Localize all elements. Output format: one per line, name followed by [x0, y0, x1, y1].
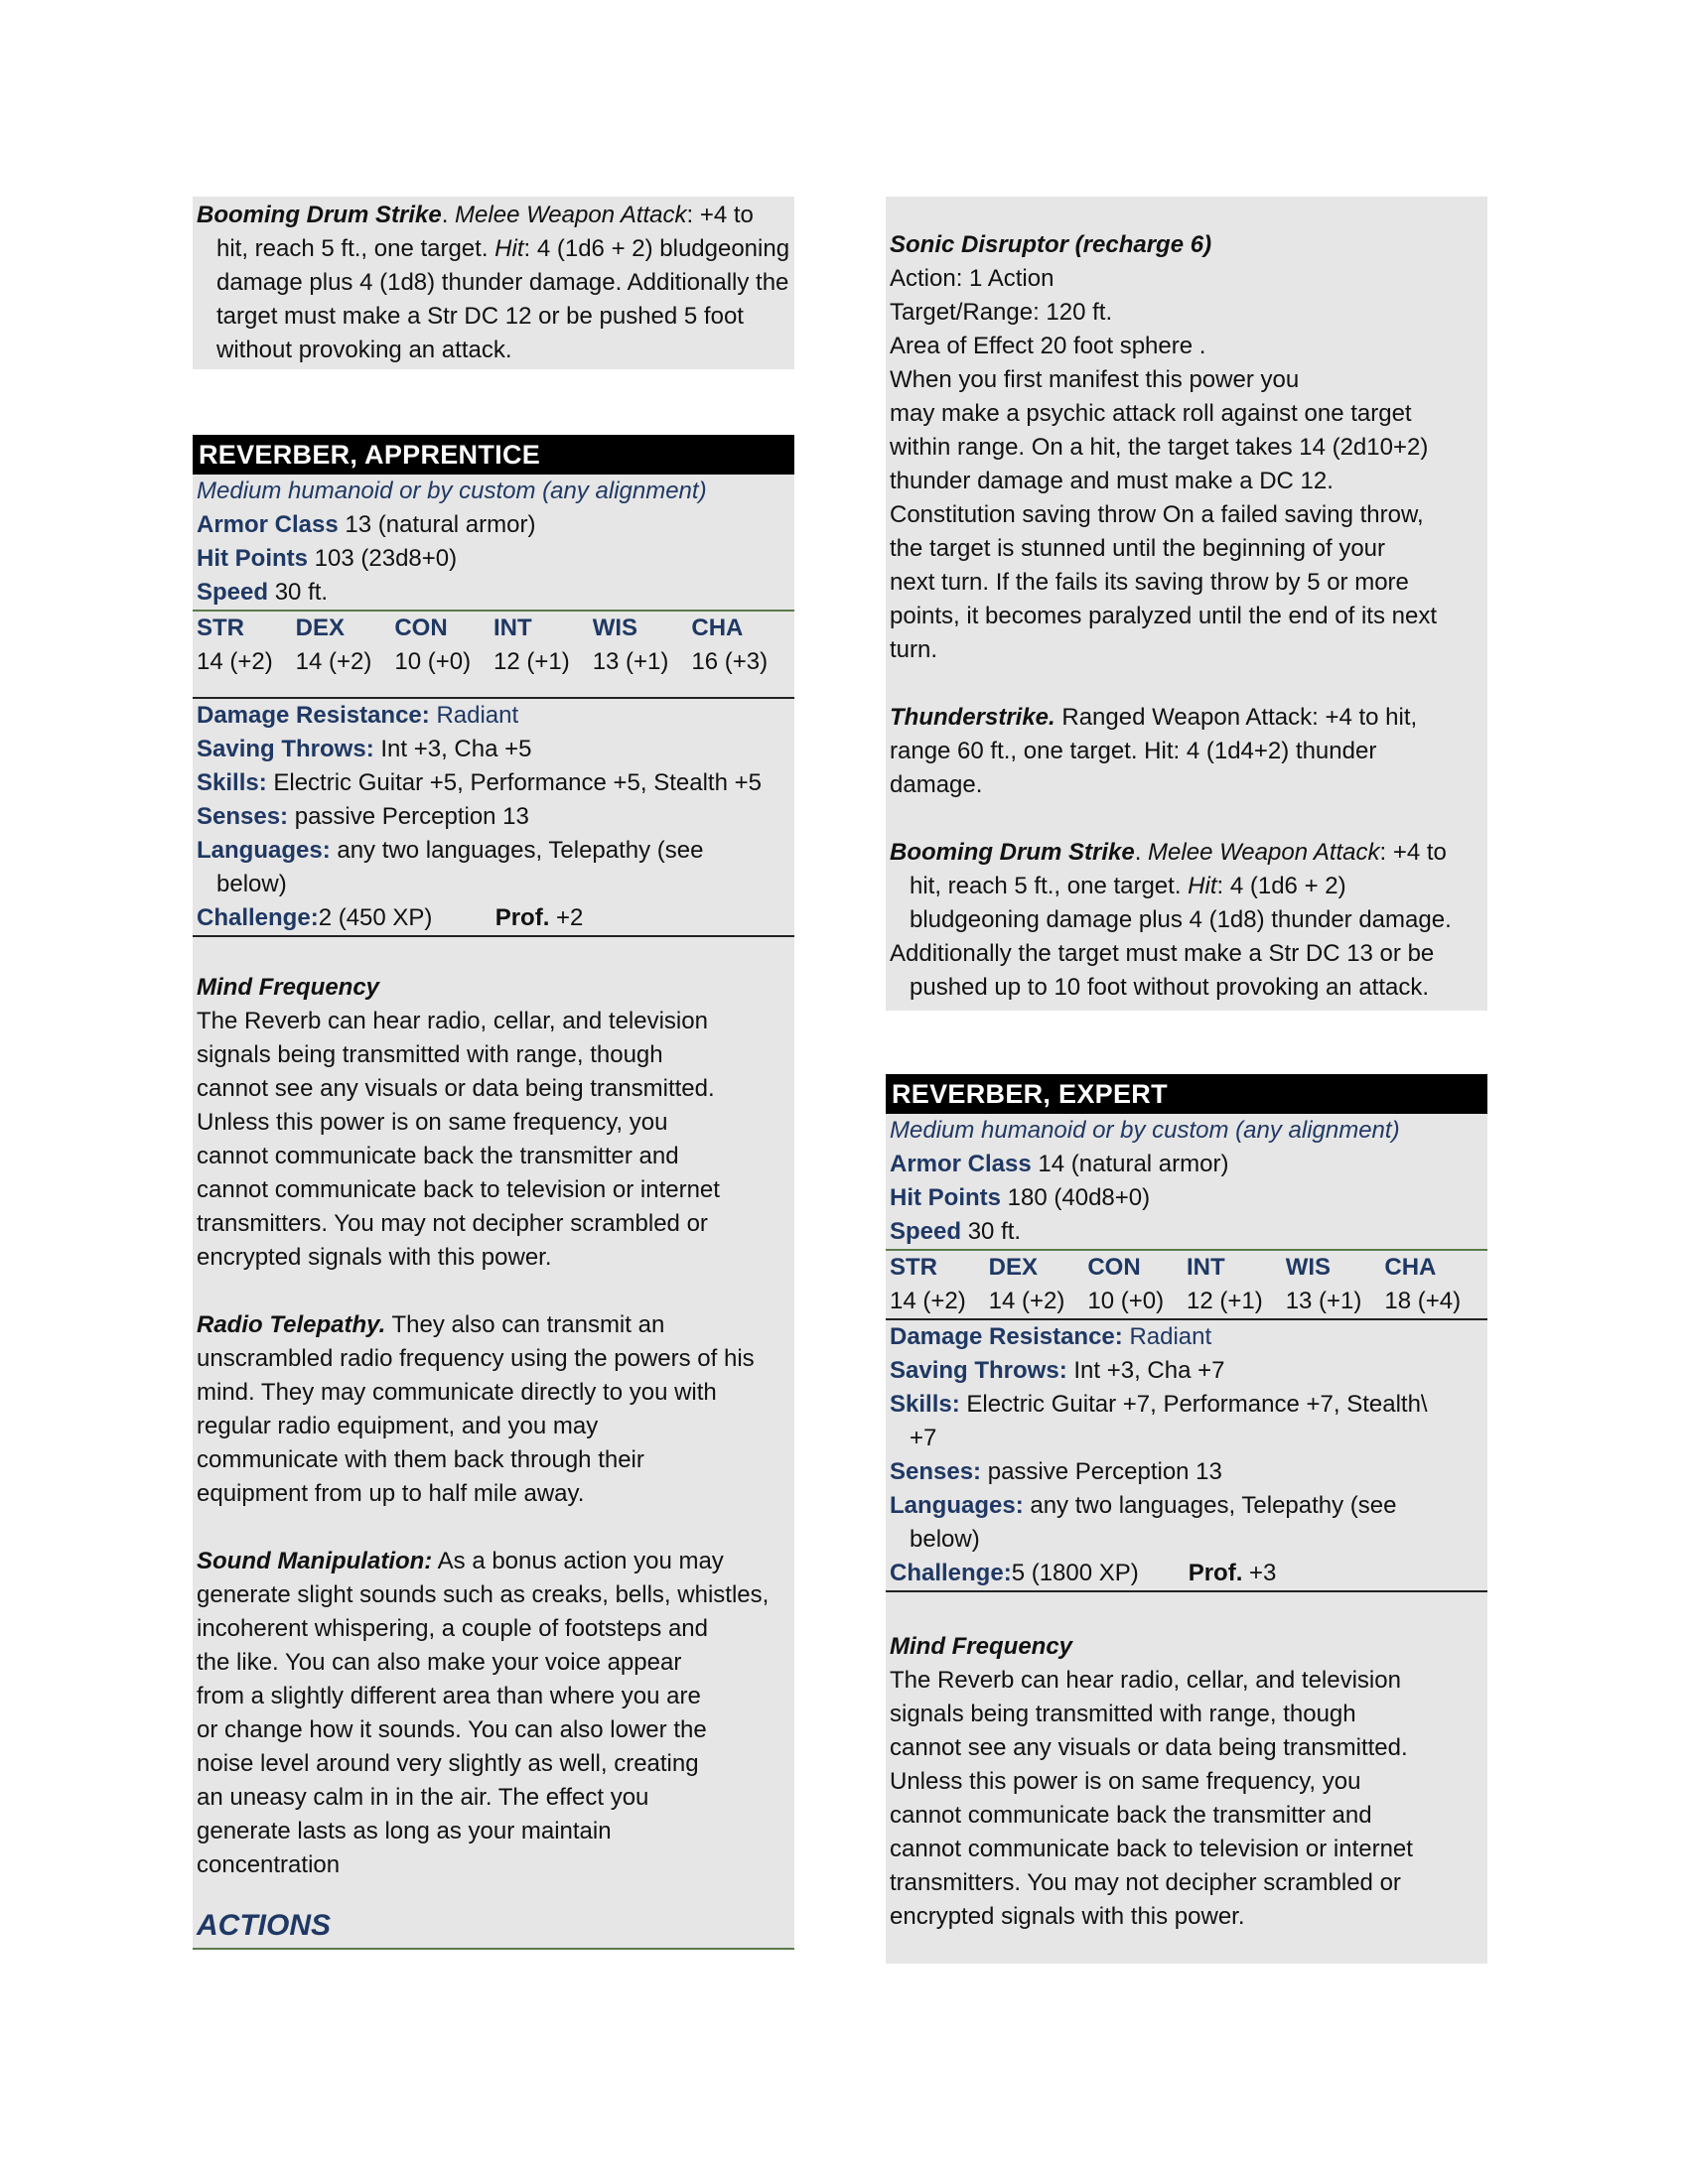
apprentice-body — [193, 475, 794, 1950]
text-line: thunder damage and must make a DC 12. — [890, 468, 1334, 494]
apprentice-ability-headers: STR DEX CON INT WIS CHA — [197, 614, 744, 641]
expert-challenge: Challenge:5 (1800 XP) Prof. +3 — [890, 1560, 1277, 1586]
text-line: signals being transmitted with range, though — [890, 1701, 1356, 1727]
sonic-disruptor-title: Sonic Disruptor (recharge 6) — [890, 231, 1212, 258]
expert-subtitle: Medium humanoid or by custom (any alignment) — [890, 1117, 1400, 1144]
right-column — [886, 197, 1487, 1964]
text-line: within range. On a hit, the target takes 14 (2d10+2) — [890, 434, 1429, 461]
left-booming-line-1: Booming Drum Strike. Melee Weapon Attack: +4 to hit, reach 5 ft., one target. Hit: 4 (1d6 + 2) bludgeoning damage plus 4 (1d8) thunder damage. Additionally the target must make a Str DC 12 or be pushed 5 foot without provoking an attack. — [197, 202, 790, 363]
text-line: damage. — [890, 771, 983, 798]
expert-skills-cont: +7 — [910, 1425, 937, 1451]
expert-body — [886, 1114, 1487, 1964]
text-line: cannot communicate back the transmitter and — [890, 1802, 1372, 1829]
text-line: turn. — [890, 636, 938, 663]
expert-mind-frequency-title: Mind Frequency — [890, 1633, 1073, 1660]
text-line: Area of Effect 20 foot sphere . — [890, 333, 1206, 359]
right-actions-block — [886, 197, 1487, 1011]
text-line: generate lasts as long as your maintain — [197, 1818, 612, 1844]
apprentice-ability-values: 14 (+2) 14 (+2) 10 (+0) 12 (+1) 13 (+1) 16 (+3) — [197, 648, 769, 675]
text-line: points, it becomes paralyzed until the end of its next — [890, 603, 1437, 629]
text-line: Unless this power is on same frequency, you — [890, 1768, 1361, 1795]
text-line: cannot communicate back to television or internet — [890, 1836, 1413, 1862]
right-booming-line-5: pushed up to 10 foot without provoking an attack. — [910, 974, 1430, 1001]
text-line: signals being transmitted with range, though — [197, 1041, 663, 1068]
apprentice-challenge: Challenge:2 (450 XP) Prof. +2 — [197, 904, 584, 931]
apprentice-languages-cont: below) — [216, 871, 287, 897]
expert-hit-points: Hit Points 180 (40d8+0) — [890, 1184, 1151, 1211]
text-line: cannot communicate back to television or internet — [197, 1176, 720, 1203]
text-line: an uneasy calm in in the air. The effect you — [197, 1784, 649, 1811]
apprentice-languages: Languages: any two languages, Telepathy (see — [197, 837, 704, 864]
apprentice-sound-manipulation: Sound Manipulation: As a bonus action you may — [197, 1548, 724, 1574]
expert-ability-headers: STR DEX CON INT WIS CHA — [890, 1254, 1437, 1281]
text-line: cannot see any visuals or data being transmitted. — [197, 1075, 715, 1102]
apprentice-saving-throws: Saving Throws: Int +3, Cha +5 — [197, 736, 532, 762]
apprentice-speed: Speed 30 ft. — [197, 579, 329, 606]
text-line: transmitters. You may not decipher scrambled or — [890, 1869, 1401, 1896]
text-line: Action: 1 Action — [890, 265, 1055, 292]
expert-damage-resistance: Damage Resistance: Radiant — [890, 1323, 1212, 1350]
right-booming-line-3: bludgeoning damage plus 4 (1d8) thunder damage. — [910, 906, 1452, 933]
text-line: Target/Range: 120 ft. — [890, 299, 1113, 326]
text-line: range 60 ft., one target. Hit: 4 (1d4+2) thunder — [890, 738, 1377, 764]
apprentice-armor-class: Armor Class 13 (natural armor) — [197, 511, 536, 538]
expert-languages: Languages: any two languages, Telepathy (see — [890, 1492, 1397, 1519]
text-line: concentration — [197, 1851, 341, 1878]
expert-skills: Skills: Electric Guitar +7, Performance +7, Stealth\ — [890, 1391, 1428, 1418]
expert-mind-frequency-text — [886, 1664, 1487, 1934]
text-line: encrypted signals with this power. — [890, 1903, 1245, 1930]
text-line: The Reverb can hear radio, cellar, and television — [197, 1008, 708, 1034]
expert-title: REVERBER, EXPERT — [886, 1074, 1487, 1114]
right-booming-line-4: Additionally the target must make a Str DC 13 or be — [890, 940, 1435, 967]
text-line: unscrambled radio frequency using the powers of his — [197, 1345, 755, 1372]
apprentice-title: REVERBER, APPRENTICE — [193, 435, 794, 475]
apprentice-radio-telepathy: Radio Telepathy. They also can transmit an — [197, 1311, 665, 1338]
expert-speed: Speed 30 ft. — [890, 1218, 1022, 1245]
text-line: generate slight sounds such as creaks, bells, whistles, — [197, 1581, 770, 1608]
apprentice-damage-resistance: Damage Resistance: Radiant — [197, 702, 519, 729]
expert-armor-class: Armor Class 14 (natural armor) — [890, 1151, 1229, 1177]
text-line: Unless this power is on same frequency, you — [197, 1109, 668, 1136]
text-line: the like. You can also make your voice appear — [197, 1649, 682, 1676]
left-booming-drum-strike-block — [193, 197, 794, 369]
apprentice-mind-frequency-text — [193, 1005, 794, 1275]
text-line: next turn. If the fails its saving throw by 5 or more — [890, 569, 1409, 596]
expert-languages-cont: below) — [910, 1526, 980, 1553]
text-line: noise level around very slightly as well, creating — [197, 1750, 699, 1777]
apprentice-subtitle: Medium humanoid or by custom (any alignment) — [197, 478, 707, 504]
apprentice-statblock — [193, 435, 794, 1950]
apprentice-mind-frequency-title: Mind Frequency — [197, 974, 380, 1001]
expert-senses: Senses: passive Perception 13 — [890, 1458, 1222, 1485]
right-booming-line-1: Booming Drum Strike. Melee Weapon Attack: +4 to — [890, 839, 1447, 866]
expert-statblock — [886, 1074, 1487, 1964]
text-line: from a slightly different area than where you are — [197, 1683, 701, 1709]
left-column — [193, 197, 794, 1950]
text-line: equipment from up to half mile away. — [197, 1480, 585, 1507]
actions-heading: ACTIONS — [197, 1909, 331, 1942]
text-line: transmitters. You may not decipher scrambled or — [197, 1210, 708, 1237]
text-line: The Reverb can hear radio, cellar, and television — [890, 1667, 1401, 1694]
text-line: regular radio equipment, and you may — [197, 1413, 599, 1439]
right-booming-line-2: hit, reach 5 ft., one target. Hit: 4 (1d6 + 2) — [910, 873, 1346, 899]
text-line: cannot communicate back the transmitter and — [197, 1143, 679, 1169]
apprentice-skills: Skills: Electric Guitar +5, Performance +5, Stealth +5 — [197, 769, 762, 796]
text-line: When you first manifest this power you — [890, 366, 1300, 393]
text-line: cannot see any visuals or data being transmitted. — [890, 1734, 1408, 1761]
text-line: communicate with them back through their — [197, 1446, 644, 1473]
text-line: Constitution saving throw On a failed saving throw, — [890, 501, 1424, 528]
text-line: encrypted signals with this power. — [197, 1244, 552, 1271]
thunderstrike: Thunderstrike. Ranged Weapon Attack: +4 to hit, — [890, 704, 1418, 731]
expert-saving-throws: Saving Throws: Int +3, Cha +7 — [890, 1357, 1225, 1384]
text-line: the target is stunned until the beginning of your — [890, 535, 1386, 562]
text-line: incoherent whispering, a couple of footsteps and — [197, 1615, 709, 1642]
text-line: or change how it sounds. You can also lower the — [197, 1716, 707, 1743]
text-line: may make a psychic attack roll against one target — [890, 400, 1412, 427]
expert-ability-values: 14 (+2) 14 (+2) 10 (+0) 12 (+1) 13 (+1) 18 (+4) — [890, 1288, 1462, 1314]
apprentice-hit-points: Hit Points 103 (23d8+0) — [197, 545, 458, 572]
text-line: mind. They may communicate directly to you with — [197, 1379, 717, 1406]
apprentice-senses: Senses: passive Perception 13 — [197, 803, 529, 830]
